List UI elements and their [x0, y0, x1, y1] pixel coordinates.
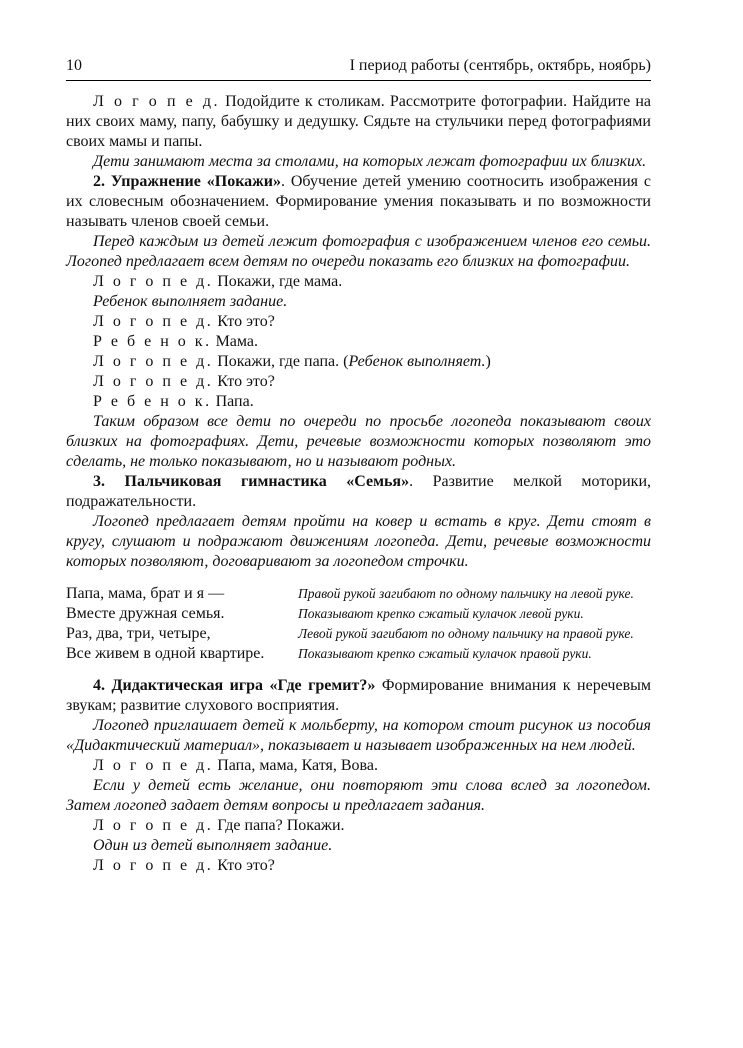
dialog-text: Мама.	[215, 333, 259, 350]
exercise-4-text: Формирование внимания к неречевым звукам; развитие слухового восприятия.	[66, 677, 651, 714]
speaker-logoped: Л о г о п е д.	[93, 93, 221, 110]
stage-direction-6: Если у детей есть желание, они повторяют эти слова вслед за логопедом. Затем логопед задает детям вопросы и предлагает задания.	[66, 777, 651, 814]
dialog-text: Кто это?	[217, 313, 275, 330]
dialog-line	[66, 352, 651, 372]
stage-direction-2: Перед каждым из детей лежит фотография с изображением членов его семьи. Логопед предлагает всем детям по очереди показать его близких на фотографии.	[66, 233, 651, 270]
paragraph-1	[66, 92, 651, 152]
dialog-line	[66, 392, 651, 412]
verse-action: Левой рукой загибают по одному пальчику на правой руке.	[298, 626, 634, 641]
dialog-text: Папа, мама, Катя, Вова.	[217, 757, 378, 774]
dialog-inline-direction: Ребенок выполняет.	[348, 353, 486, 370]
exercise-2	[66, 172, 651, 232]
speaker-logoped: Л о г о п е д.	[93, 373, 214, 390]
speaker-logoped: Л о г о п е д.	[93, 313, 214, 330]
running-header	[66, 56, 651, 81]
exercise-3-text: . Развитие мелкой моторики, подражательности.	[66, 473, 651, 510]
dialog-text-close: )	[485, 353, 491, 370]
dialog-direction: Ребенок выполняет задание.	[93, 293, 288, 310]
dialog-text: Кто это?	[217, 373, 275, 390]
exercise-4-title: 4. Дидактическая игра «Где гремит?»	[93, 677, 376, 694]
verse-row	[66, 644, 651, 664]
dialog-line	[66, 756, 651, 776]
verse-table	[66, 584, 651, 664]
speaker-rebenok: Р е б е н о к.	[93, 393, 212, 410]
verse-row	[66, 604, 651, 624]
speaker-logoped: Л о г о п е д.	[93, 817, 214, 834]
exercise-4	[66, 676, 651, 716]
dialog-line	[66, 312, 651, 332]
verse-action: Показывают крепко сжатый кулачок правой руки.	[298, 646, 592, 661]
page-body	[66, 92, 651, 876]
exercise-3-title: 3. Пальчиковая гимнастика «Семья»	[93, 473, 410, 490]
dialog-line	[66, 816, 651, 836]
stage-direction-1: Дети занимают места за столами, на которых лежат фотографии их близких.	[93, 153, 647, 170]
dialog-text: Покажи, где папа. (	[217, 353, 349, 370]
paragraph-1-text: Подойдите к столикам. Рассмотрите фотографии. Найдите на них своих маму, папу, бабушку и дедушку. Сядьте на стульчики перед фотографиями своих мамы и папы.	[66, 93, 652, 150]
dialog-text: Покажи, где мама.	[217, 273, 343, 290]
page-number: 10	[66, 57, 82, 74]
dialog-line	[66, 372, 651, 392]
stage-direction-3: Таким образом все дети по очереди по просьбе логопеда показывают своих близких на фотографиях. Дети, речевые возможности которых позволяют это сделать, не только показывают, но и называют родных.	[66, 413, 651, 470]
dialog-line	[66, 332, 651, 352]
dialog-text: Где папа? Покажи.	[217, 817, 345, 834]
speaker-rebenok: Р е б е н о к.	[93, 333, 212, 350]
verse-action: Показывают крепко сжатый кулачок левой руки.	[298, 606, 584, 621]
exercise-2-text: . Обучение детей умению соотносить изображения с их словесным обозначением. Формирование умения показывать и по возможности называть членов своей семьи.	[66, 173, 651, 230]
dialog-text: Папа.	[215, 393, 254, 410]
running-title: I период работы (сентябрь, октябрь, ноябрь)	[349, 57, 651, 74]
stage-direction-5: Логопед приглашает детей к мольберту, на котором стоит рисунок из пособия «Дидактический материал», показывает и называет изображенных на нем людей.	[66, 717, 651, 754]
verse-line: Вместе дружная семья.	[66, 605, 225, 622]
speaker-logoped: Л о г о п е д.	[93, 757, 214, 774]
speaker-logoped: Л о г о п е д.	[93, 353, 214, 370]
verse-row	[66, 624, 651, 644]
verse-row	[66, 584, 651, 604]
dialog-line	[66, 856, 651, 876]
speaker-logoped: Л о г о п е д.	[93, 857, 214, 874]
stage-direction-4: Логопед предлагает детям пройти на ковер и встать в круг. Дети стоят в кругу, слушают и подражают движениям логопеда. Дети, речевые возможности которых позволяют, договаривают за логопедом строчки.	[66, 513, 651, 570]
exercise-3	[66, 472, 651, 512]
verse-action: Правой рукой загибают по одному пальчику на левой руке.	[298, 586, 634, 601]
speaker-logoped: Л о г о п е д.	[93, 273, 214, 290]
verse-line: Раз, два, три, четыре,	[66, 625, 211, 642]
verse-line: Папа, мама, брат и я —	[66, 585, 225, 602]
exercise-2-title: 2. Упражнение «Покажи»	[93, 173, 281, 190]
dialog-direction: Один из детей выполняет задание.	[93, 837, 333, 854]
dialog-text: Кто это?	[217, 857, 275, 874]
dialog-line	[66, 272, 651, 292]
verse-line: Все живем в одной квартире.	[66, 645, 265, 662]
